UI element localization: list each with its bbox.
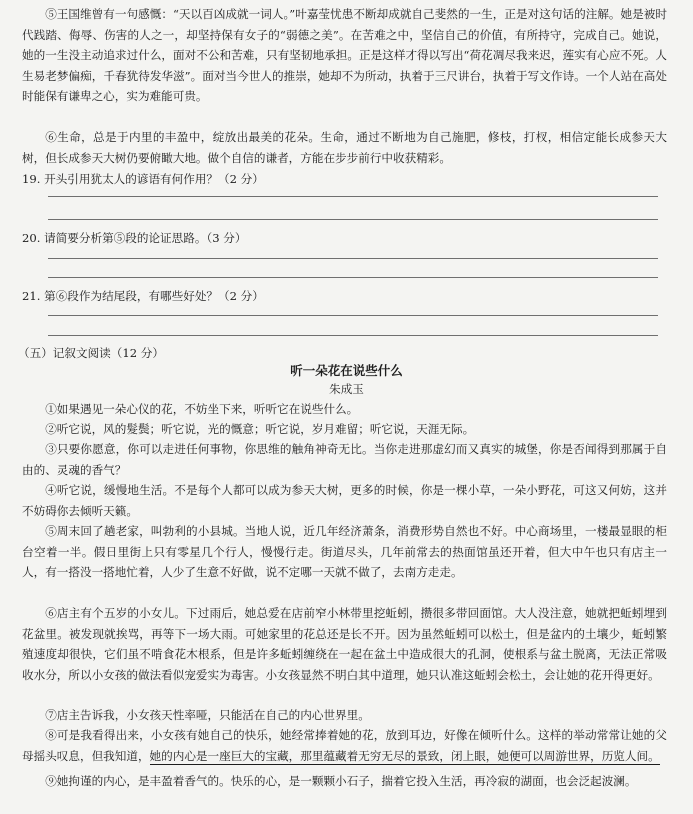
answer-line[interactable] xyxy=(48,219,658,220)
answer-line[interactable] xyxy=(48,315,658,316)
paragraph-6-previous: ⑥生命，总是于内里的丰盈中，绽放出最美的花朵。生命，通过不断地为自己施肥，修枝，打杈，相信定能长成参天大树，但长成参天大树仍要俯瞰大地。做个自信的谦者，方能在步步前行中收获精彩。 xyxy=(22,130,667,165)
story-paragraph-6: ⑥店主有个五岁的小女儿。下过雨后，她总爱在店前窄小林带里挖蚯蚓，攒很多带回面馆。大人没注意，她就把蚯蚓埋到花盆里。被发现就挨骂，再等下一场大雨。可她家里的花总还是长不开。因为虽然蚯蚓可以松土，但是盆内的土壤少，蚯蚓繁殖速度却很快，它们虽不啃食花木根系，但是许多蚯蚓缠绕在一起在盆土中造成很大的孔洞，使根系与盆土脱离，无法正常吸收水分，所以小女孩的做法看似宠爱实为毒害。小女孩显然不明白其中道理，她只认准这蚯蚓会松土，会让她的花开得更好。 xyxy=(22,606,667,682)
story-paragraph-8-text: ⑧可是我看得出来，小女孩有她自己的快乐，她经常捧着她的花，放到耳边，好像在倾听什么。这样的举动常常让她的父母摇头叹息，但我知道， xyxy=(22,728,667,763)
answer-line[interactable] xyxy=(48,335,658,336)
story-paragraph-2: ②听它说，风的髮鬓；听它说，光的慨意；听它说，岁月难留；听它说，天涯无际。 xyxy=(45,422,475,436)
question-21: 21. 第⑥段作为结尾段，有哪些好处？（2 分） xyxy=(22,289,264,303)
underlined-sentence: 她的内心是一座巨大的宝藏，那里蕴藏着无穷无尽的景致，闭上眼，她便可以周游世界，历览人间。 xyxy=(149,748,660,763)
answer-line[interactable] xyxy=(48,277,658,278)
story-paragraph-3: ③只要你愿意，你可以走进任何事物，你思维的触角神奇无比。当你走进那虚幻而又真实的城堡，你是否闻得到那属于自由的、灵魂的香气？ xyxy=(22,442,667,477)
answer-line[interactable] xyxy=(48,258,658,259)
question-20: 20. 请简要分析第⑤段的论证思路。（3 分） xyxy=(22,231,247,245)
section-heading: （五）记叙文阅读（12 分） xyxy=(18,346,164,360)
story-paragraph-4: ④听它说，缓慢地生活。不是每个人都可以成为参天大树，更多的时候，你是一棵小草，一朵小野花，可这又何妨，这并不妨碍你去倾听天籁。 xyxy=(22,483,667,518)
story-author: 朱成玉 xyxy=(329,382,364,396)
story-paragraph-9: ⑨她拘谨的内心，是丰盈着香气的。快乐的心，是一颗颗小石子，揣着它投入生活，再冷寂的湖面，也会泛起波澜。 xyxy=(45,774,637,788)
paragraph-5-previous: ⑤王国维曾有一句感慨：“天以百凶成就一词人。”叶嘉莹忧患不断却成就自己斐然的一生，正是对这句话的注解。她是被时代践踏、侮辱、伤害的人之一，却坚持保有女子的“弱德之美”。在苦难之中，坚信自己的价值，有所持守，完成自己。她说，她的一生没主动追求过什么，面对不公和苦难，只有坚韧地承担。正是这样才得以写出“荷花凋尽我来迟，莲实有心应不死。人生易老梦偏痴，千春犹待发华滋”。面对当今世人的推崇，她却不为所动，执着于三尺讲台，执着于写文作诗。一个人站在高处时能保有谦卑之心，实为难能可贵。 xyxy=(22,7,667,103)
answer-line[interactable] xyxy=(48,196,658,197)
story-title: 听一朵花在说些什么 xyxy=(290,363,403,378)
story-paragraph-8 xyxy=(22,725,667,766)
question-19: 19. 开头引用犹太人的谚语有何作用？（2 分） xyxy=(22,172,264,186)
story-paragraph-5: ⑤周末回了趟老家，叫勃利的小县城。当地人说，近几年经济萧条，消费形势自然也不好。中心商场里，一楼最显眼的柜台空着一半。假日里街上只有零星几个行人，慢慢行走。街道尽头，几年前常去的热面馆虽还开着，但大中午也只有店主一人，有一搭没一搭地忙着，人少了生意不好做，说不定哪一天就不做了，去南方走走。 xyxy=(22,524,667,579)
story-paragraph-7: ⑦店主告诉我，小女孩天性率哑，只能活在自己的内心世界里。 xyxy=(45,708,370,722)
story-paragraph-1: ①如果遇见一朵心仪的花，不妨坐下来，听听它在说些什么。 xyxy=(45,402,359,416)
